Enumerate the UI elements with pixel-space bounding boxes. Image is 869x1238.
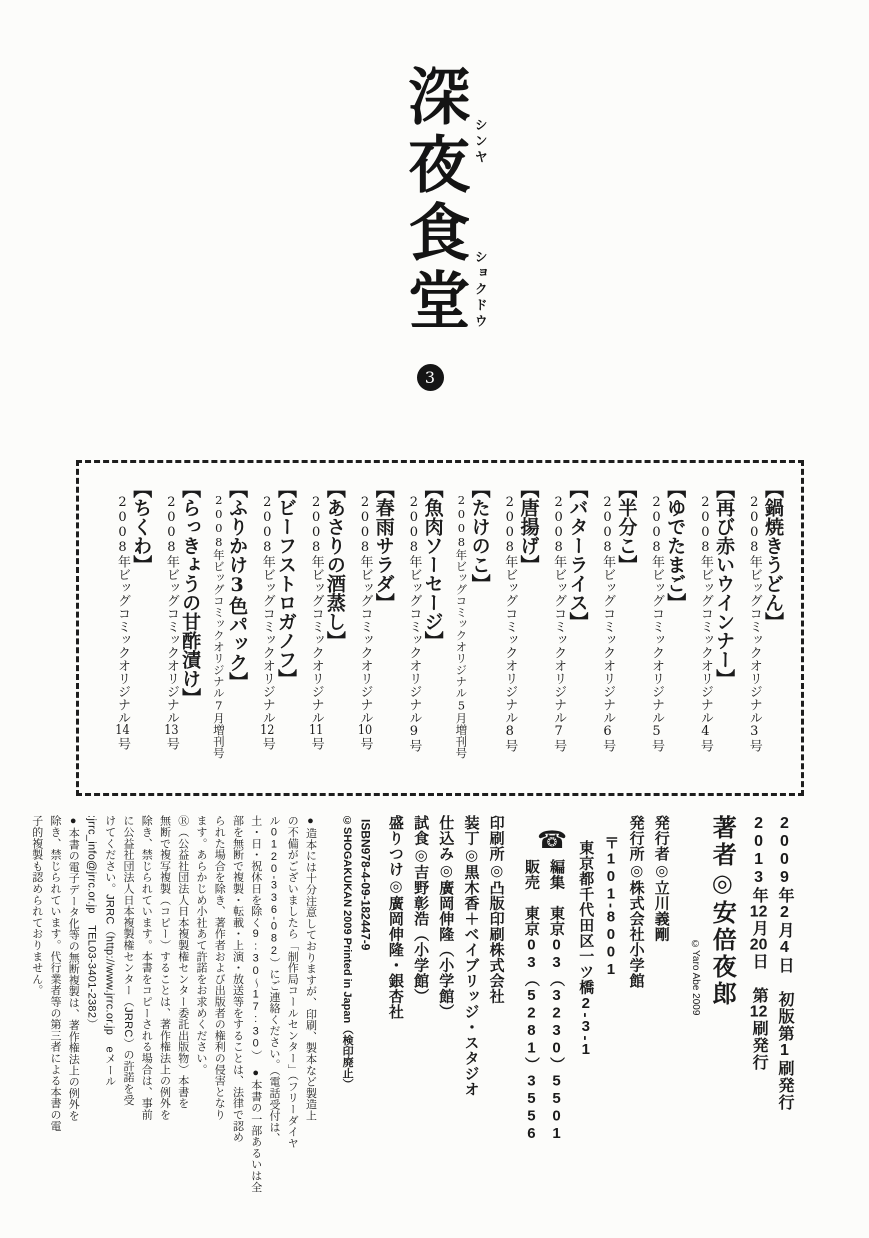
legal-text-column: けてください。JRRC（http://www.jrrc.or.jp eメール <box>103 815 116 1087</box>
furigana-shokudo: ショクドウ <box>471 250 487 330</box>
colophon-block <box>30 815 797 1193</box>
chapter-entry <box>356 479 394 777</box>
legal-text-column: ます。あらかじめ小社あて許諾をお求めください。 <box>194 815 207 1075</box>
copyright-line: ©SHOGAKUKAN 2009 Printed in Japan（検印廃止） <box>341 815 354 1090</box>
publisher-person: 発行者◎立川義剛 <box>652 815 670 942</box>
chapter-source: 2008年ビッグコミックオリジナル3号 <box>746 495 762 752</box>
chapter-source: 2008年ビッグコミックオリジナル12号 <box>259 495 275 750</box>
legal-text-column: Ⓡ（公益社団法人日本複製権センター委託出版物）本書を <box>176 815 189 1109</box>
design-credit: 装丁◎黒木香＋ベイブリッジ・スタジオ <box>462 815 480 1097</box>
first-print-date: 2009年2月4日 初版第1刷発行 <box>776 815 793 1111</box>
chapter-entry <box>405 479 443 777</box>
chapter-title: 【バターライス】 <box>566 479 589 631</box>
chapter-source: 2008年ビッグコミックオリジナル7号 <box>551 495 567 752</box>
chapter-title: 【たけのこ】 <box>468 479 491 593</box>
chapter-title: 【あさりの酒蒸し】 <box>323 479 346 650</box>
legal-text-column: の不備がございましたら「制作局コールセンター」（フリーダイヤ <box>286 815 299 1149</box>
phone-sales: 販売 東京03（5281）3556 <box>522 859 540 1143</box>
chapter-source: 2008年ビッグコミックオリジナル9号 <box>406 495 422 752</box>
chapter-source: 2008年ビッグコミックオリジナル13号 <box>163 495 179 750</box>
chapter-title: 【ちくわ】 <box>130 479 153 574</box>
chapter-source: 2008年ビッグコミックオリジナル5月増刊号 <box>454 493 469 759</box>
chapter-entry <box>550 479 588 777</box>
preparation-credit: 仕込み◎廣岡伸隆（小学館） <box>437 815 455 1020</box>
chapter-title: 【春雨サラダ】 <box>372 479 395 612</box>
legal-text-column: られた場合を除き、著作者および出版者の権利の侵害となり <box>213 815 226 1121</box>
chapter-source: 2008年ビッグコミックオリジナル8号 <box>502 495 518 752</box>
chapter-source: 2008年ビッグコミックオリジナル6号 <box>600 495 616 752</box>
series-logo <box>397 64 487 336</box>
chapter-title: 【ゆでたまご】 <box>664 479 687 612</box>
chapter-title: 【魚肉ソーセージ】 <box>421 479 444 650</box>
legal-text-column: に公益社団法人日本複製権センター（JRRC）の許諾を受 <box>121 815 134 1106</box>
chapter-source: 2008年ビッグコミックオリジナル5号 <box>648 495 664 752</box>
legal-text-column: 無断で複写複製（コピー）することは、著作権法上の例外を <box>158 815 171 1121</box>
telephone-icon: ☎ <box>537 827 568 854</box>
phone-numbers <box>519 815 569 1145</box>
author-copyright: ©Yaro Abe 2009 <box>689 939 701 1016</box>
legal-text-column: ●本書の電子データ化等の無断複製は、著作権法上の例外を <box>67 815 80 1122</box>
chapter-entry <box>211 479 247 777</box>
chapter-entry <box>598 479 636 777</box>
chapter-source: 2008年ビッグコミックオリジナル4号 <box>697 495 713 752</box>
isbn-line: ISBN978-4-09-182447-9 <box>358 819 373 951</box>
chapter-entry <box>696 479 734 777</box>
publisher-address: 東京都千代田区一ツ橋2-3-1 <box>577 840 595 1059</box>
series-title: 深夜食堂 <box>397 64 471 336</box>
chapter-source: 2008年ビッグコミックオリジナル11号 <box>308 495 324 750</box>
chapter-title: 【ふりかけ3色パック】 <box>226 479 249 691</box>
chapter-title: 【らっきょうの甘酢漬け】 <box>179 479 202 707</box>
chapter-title: 【ビーフストロガノフ】 <box>275 479 297 688</box>
publisher-company: 発行所◎株式会社小学館 <box>627 815 645 989</box>
latest-print-date: 2013年12月20日 第12刷発行 <box>749 815 768 1071</box>
legal-text-column: 除き、禁じられています。代行業者等の第三者による本書の電 <box>48 815 61 1132</box>
author-line: 著者◎安倍夜郎 <box>708 815 736 1008</box>
legal-text-column: :jrrc_info@jrrc.or.jp TEL03-3401-2382） <box>85 815 98 1030</box>
chapter-entry <box>745 479 783 777</box>
legal-text-column: 土・日・祝休日を除く9:30～17:30） ●本書の一部あるいは全 <box>249 815 262 1193</box>
chapter-entry <box>258 479 296 777</box>
legal-text-column: ●造本には十分注意しておりますが、印刷、製本など製造上 <box>304 815 317 1122</box>
furigana-shinya: シンヤ <box>471 118 487 166</box>
chapter-title: 【半分こ】 <box>615 479 638 574</box>
chapter-title: 【再び赤いウインナー】 <box>713 479 736 688</box>
chapter-entry <box>162 479 200 777</box>
chapter-index-box <box>76 460 804 796</box>
plating-credit: 盛りつけ◎廣岡伸隆・銀杏社 <box>386 815 404 1020</box>
printer-line: 印刷所◎凸版印刷株式会社 <box>487 815 505 1004</box>
tasting-credit: 試食◎吉野彰浩（小学館） <box>412 815 430 1004</box>
legal-text-column: 子的複製も認められておりません。 <box>30 815 43 996</box>
postal-code: 〒101-8001 <box>602 835 620 979</box>
chapter-source: 2008年ビッグコミックオリジナル7月増刊号 <box>211 493 226 759</box>
chapter-source: 2008年ビッグコミックオリジナル14号 <box>114 495 130 750</box>
chapter-source: 2008年ビッグコミックオリジナル10号 <box>357 495 373 750</box>
chapter-entry <box>454 479 490 777</box>
chapter-entry <box>647 479 685 777</box>
chapter-title: 【唐揚げ】 <box>517 479 540 574</box>
chapter-entry <box>307 479 345 777</box>
chapter-entry <box>113 479 151 777</box>
legal-text-column: ル0120-336-082）にご連絡ください。（電話受付は、 <box>267 815 280 1144</box>
volume-number: 3 <box>424 368 436 387</box>
volume-badge <box>417 364 444 391</box>
chapter-entry <box>501 479 539 777</box>
legal-text-column: 除き、禁じられています。本書をコピーされる場合は、事前 <box>140 815 153 1121</box>
chapter-title: 【鍋焼きうどん】 <box>762 479 784 631</box>
phone-editorial: 編集 東京03（3230）5501 <box>548 859 566 1143</box>
legal-text-column: 部を無断で複製・転載・上演・放送等をすることは、法律で認め <box>231 815 244 1143</box>
